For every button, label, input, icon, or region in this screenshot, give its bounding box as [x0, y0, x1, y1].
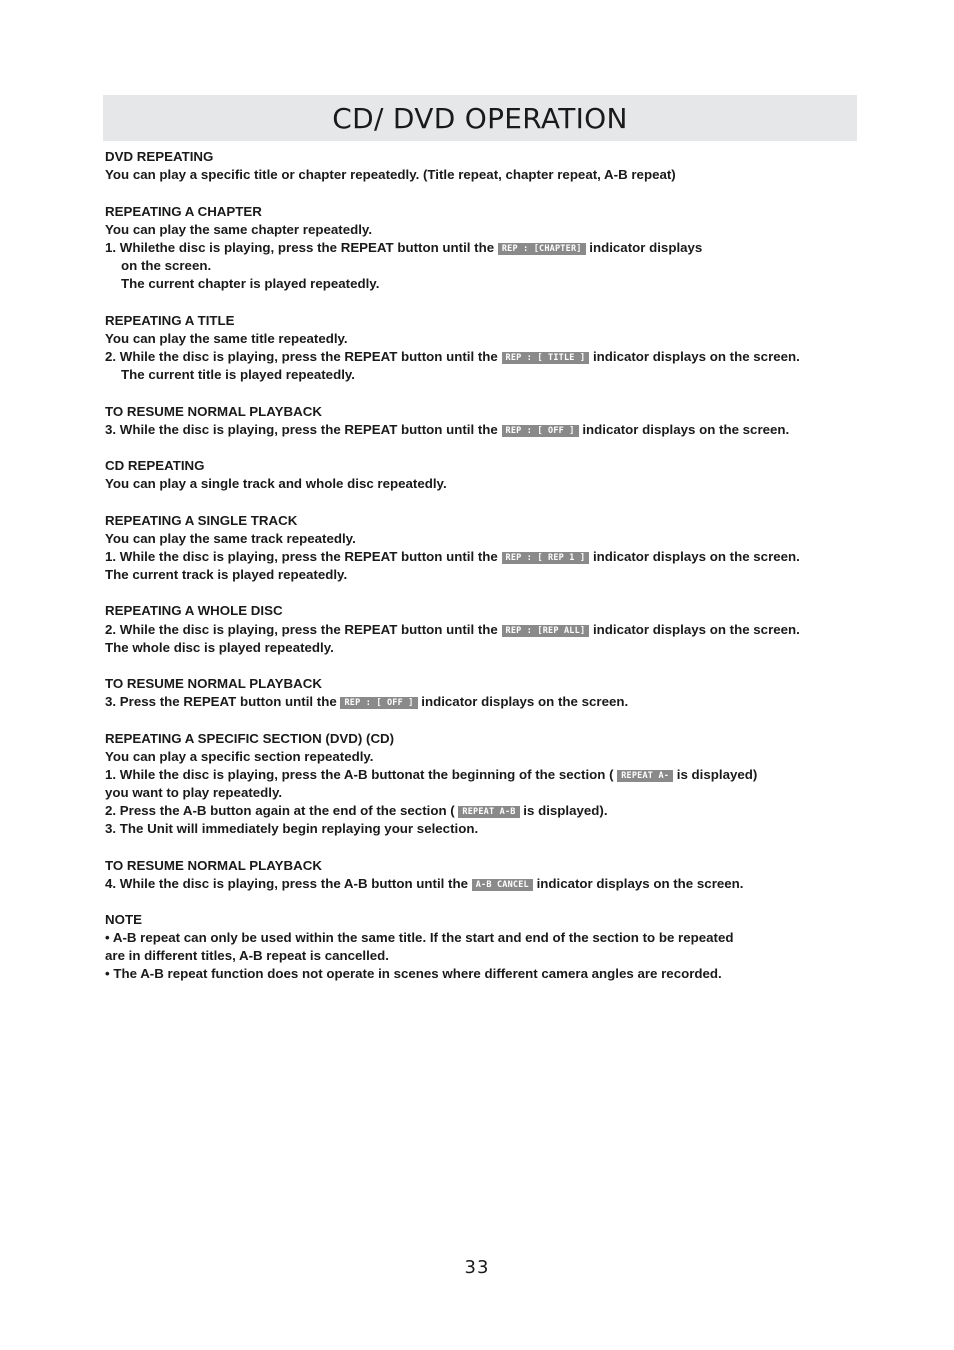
resume-step-text-end: indicator displays on the screen.: [578, 422, 790, 437]
resume2-step-text: 3. Press the REPEAT button until the: [105, 694, 337, 709]
resume3-step-text-end: indicator displays on the screen.: [532, 876, 744, 891]
disc-step-text-end: indicator displays on the screen.: [589, 622, 800, 637]
specific-section-heading: REPEATING A SPECIFIC SECTION (DVD) (CD): [105, 731, 395, 746]
rep-title-indicator: REP : [ TITLE ]: [502, 352, 590, 364]
resume3-step-text: 4. While the disc is playing, press the A-B button until the: [105, 876, 468, 891]
track-step-text-end: indicator displays on the screen.: [589, 549, 800, 564]
title-step-text: 2. While the disc is playing, press the REPEAT button until the: [105, 349, 498, 364]
section-step-3: 3. The Unit will immediately begin replaying your selection.: [105, 821, 479, 836]
single-track-intro: You can play the same track repeatedly.: [105, 531, 356, 546]
dvd-repeating-intro: You can play a specific title or chapter repeatedly. (Title repeat, chapter repeat, A-B repeat): [105, 167, 676, 182]
track-step-text: 1. While the disc is playing, press the REPEAT button until the: [105, 549, 498, 564]
chapter-intro: You can play the same chapter repeatedly.: [105, 222, 373, 237]
repeat-a-indicator: REPEAT A-: [617, 770, 673, 782]
note-line-1: • A-B repeat can only be used within the same title. If the start and end of the section to be repeated: [105, 930, 734, 945]
chapter-step-text: 1. Whilethe disc is playing, press the REPEAT button until the: [105, 240, 495, 255]
resume-playback-heading: TO RESUME NORMAL PLAYBACK: [105, 404, 322, 419]
specific-section-intro: You can play a specific section repeatedly.: [105, 749, 374, 764]
note-line-3: • The A-B repeat function does not operate in scenes where different camera angles are recorded.: [105, 966, 722, 981]
whole-disc-heading: REPEATING A WHOLE DISC: [105, 603, 283, 618]
rep-all-indicator: REP : [REP ALL]: [502, 625, 590, 637]
page-header-bar: [103, 95, 857, 141]
rep-off-indicator: REP : [ OFF ]: [502, 425, 579, 437]
rep-1-indicator: REP : [ REP 1 ]: [502, 552, 590, 564]
page-number: 33: [464, 1257, 490, 1278]
chapter-result: The current chapter is played repeatedly.: [121, 276, 380, 291]
ab-cancel-indicator: A-B CANCEL: [472, 879, 533, 891]
resume2-step-text-end: indicator displays on the screen.: [417, 694, 629, 709]
page-title: CD/ DVD OPERATION: [332, 102, 628, 135]
section-step2-text-end: is displayed).: [519, 803, 608, 818]
cd-repeating-intro: You can play a single track and whole disc repeatedly.: [105, 476, 447, 491]
title-step-text-end: indicator displays on the screen.: [589, 349, 800, 364]
repeat-ab-indicator: REPEAT A-B: [458, 806, 519, 818]
section-step-1: [105, 767, 757, 783]
note-line-2: are in different titles, A-B repeat is cancelled.: [105, 948, 390, 963]
resume-playback-step-3: [105, 876, 743, 892]
single-track-step: [105, 549, 800, 565]
title-repeat-result: The current title is played repeatedly.: [121, 367, 356, 382]
title-repeat-intro: You can play the same title repeatedly.: [105, 331, 348, 346]
chapter-step-continued: on the screen.: [121, 258, 212, 273]
chapter-step-text-end: indicator displays: [585, 240, 703, 255]
resume-step-text: 3. While the disc is playing, press the REPEAT button until the: [105, 422, 498, 437]
chapter-step: [105, 240, 702, 256]
resume-playback-heading-2: TO RESUME NORMAL PLAYBACK: [105, 676, 322, 691]
single-track-heading: REPEATING A SINGLE TRACK: [105, 513, 298, 528]
disc-step-text: 2. While the disc is playing, press the REPEAT button until the: [105, 622, 498, 637]
title-repeat-step: [105, 349, 800, 365]
section-step-2: [105, 803, 608, 819]
rep-chapter-indicator: REP : [CHAPTER]: [498, 243, 586, 255]
chapter-heading: REPEATING A CHAPTER: [105, 204, 262, 219]
whole-disc-result: The whole disc is played repeatedly.: [105, 640, 334, 655]
section-step1-text: 1. While the disc is playing, press the A-B buttonat the beginning of the section (: [105, 767, 614, 782]
dvd-repeating-heading: DVD REPEATING: [105, 149, 214, 164]
section-step2-text: 2. Press the A-B button again at the end of the section (: [105, 803, 455, 818]
resume-playback-step-2: [105, 694, 628, 710]
rep-off-indicator-2: REP : [ OFF ]: [340, 697, 417, 709]
resume-playback-step: [105, 422, 789, 438]
section-step1-text-end: is displayed): [673, 767, 758, 782]
resume-playback-heading-3: TO RESUME NORMAL PLAYBACK: [105, 858, 322, 873]
section-step-1-continued: you want to play repeatedly.: [105, 785, 283, 800]
note-heading: NOTE: [105, 912, 142, 927]
single-track-result: The current track is played repeatedly.: [105, 567, 348, 582]
whole-disc-step: [105, 622, 800, 638]
title-repeat-heading: REPEATING A TITLE: [105, 313, 235, 328]
cd-repeating-heading: CD REPEATING: [105, 458, 205, 473]
